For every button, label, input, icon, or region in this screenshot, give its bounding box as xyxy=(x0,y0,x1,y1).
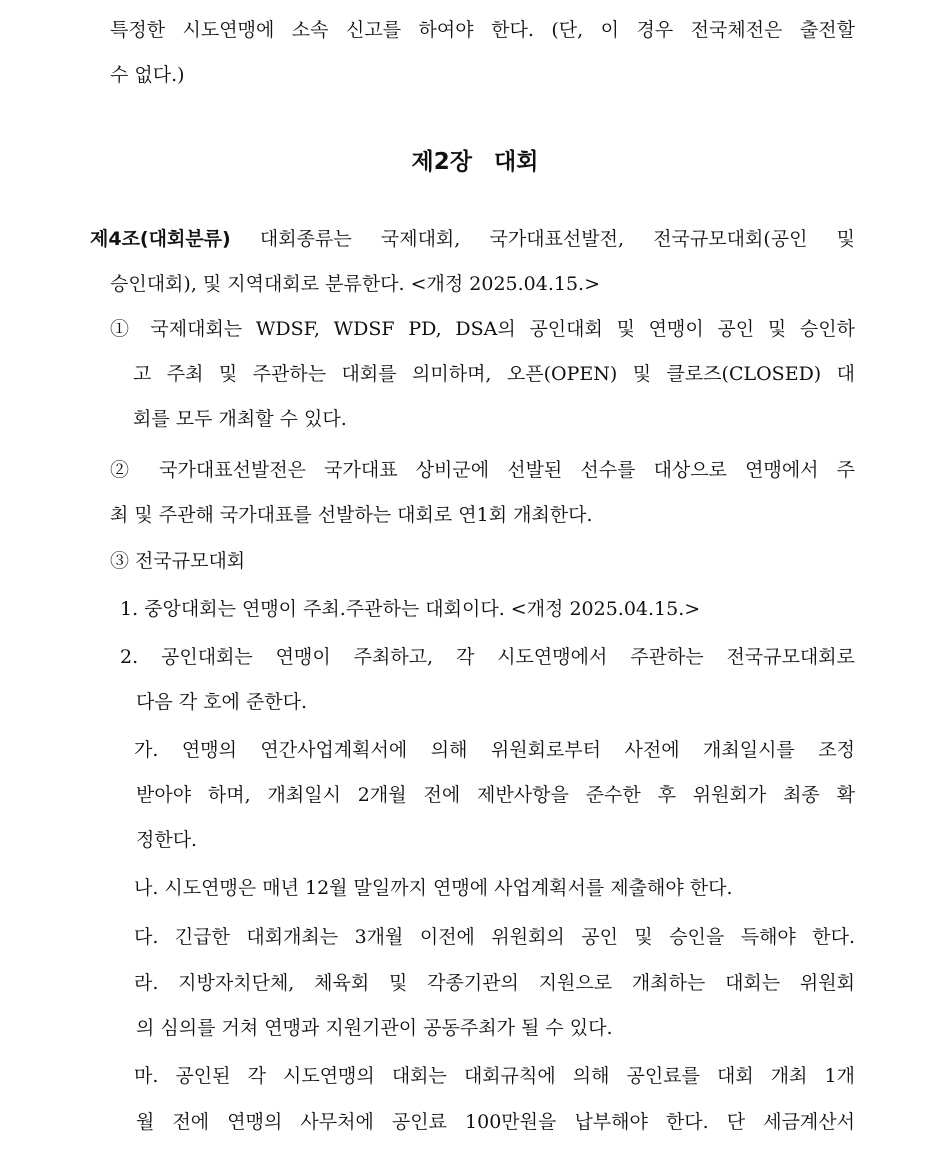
clause-ra-line-2: 의 심의를 거쳐 연맹과 지원기관이 공동주최가 될 수 있다. xyxy=(136,1017,613,1039)
item-3-title: ③ 전국규모대회 xyxy=(110,550,246,572)
clause-ma-line-2: 월 전에 연맹의 사무처에 공인료 100만원을 납부해야 한다. 단 세금계산서 xyxy=(136,1111,855,1133)
intro-line-2: 수 없다.) xyxy=(110,64,185,86)
article-4-title: 제4조(대회분류) xyxy=(90,228,231,250)
clause-ra-line-1: 라. 지방자치단체, 체육회 및 각종기관의 지원으로 개최하는 대회는 위원회 xyxy=(134,972,855,994)
sub-2-line-1: 2. 공인대회는 연맹이 주최하고, 각 시도연맹에서 주관하는 전국규모대회로 xyxy=(120,646,855,668)
chapter-title: 제2장 대회 xyxy=(411,149,539,175)
clause-da-line: 다. 긴급한 대회개최는 3개월 이전에 위원회의 공인 및 승인을 득해야 한다. xyxy=(134,926,855,948)
item-2-line-2: 최 및 주관해 국가대표를 선발하는 대회로 연1회 개최한다. xyxy=(110,504,593,526)
item-1-line-1: ① 국제대회는 WDSF, WDSF PD, DSA의 공인대회 및 연맹이 공인 및 승인하 xyxy=(110,318,855,340)
clause-ga-line-2: 받아야 하며, 개최일시 2개월 전에 제반사항을 준수한 후 위원회가 최종 확 xyxy=(136,784,855,806)
article-4-text: 대회종류는 국제대회, 국가대표선발전, 전국규모대회(공인 및 xyxy=(230,228,855,250)
clause-ga-line-1: 가. 연맹의 연간사업계획서에 의해 위원회로부터 사전에 개최일시를 조정 xyxy=(134,739,855,761)
item-1-line-2: 고 주최 및 주관하는 대회를 의미하며, 오픈(OPEN) 및 클로즈(CLOSED) 대 xyxy=(133,363,855,385)
item-1-line-3: 회를 모두 개최할 수 있다. xyxy=(133,408,347,430)
clause-ga-line-3: 정한다. xyxy=(136,829,198,851)
item-2-line-1: ② 국가대표선발전은 국가대표 상비군에 선발된 선수를 대상으로 연맹에서 주 xyxy=(110,459,855,481)
clause-ma-line-1: 마. 공인된 각 시도연맹의 대회는 대회규칙에 의해 공인료를 대회 개최 1개 xyxy=(134,1065,855,1087)
sub-2-line-2: 다음 각 호에 준한다. xyxy=(136,691,307,713)
clause-na-line: 나. 시도연맹은 매년 12월 말일까지 연맹에 사업계획서를 제출해야 한다. xyxy=(134,877,733,899)
sub-1-line: 1. 중앙대회는 연맹이 주최.주관하는 대회이다. <개정 2025.04.15.> xyxy=(120,598,701,620)
intro-line-1: 특정한 시도연맹에 소속 신고를 하여야 한다. (단, 이 경우 전국체전은 출전할 xyxy=(110,19,855,41)
article-4-line-2: 승인대회), 및 지역대회로 분류한다. <개정 2025.04.15.> xyxy=(110,273,601,295)
article-4-line-1 xyxy=(90,227,855,251)
